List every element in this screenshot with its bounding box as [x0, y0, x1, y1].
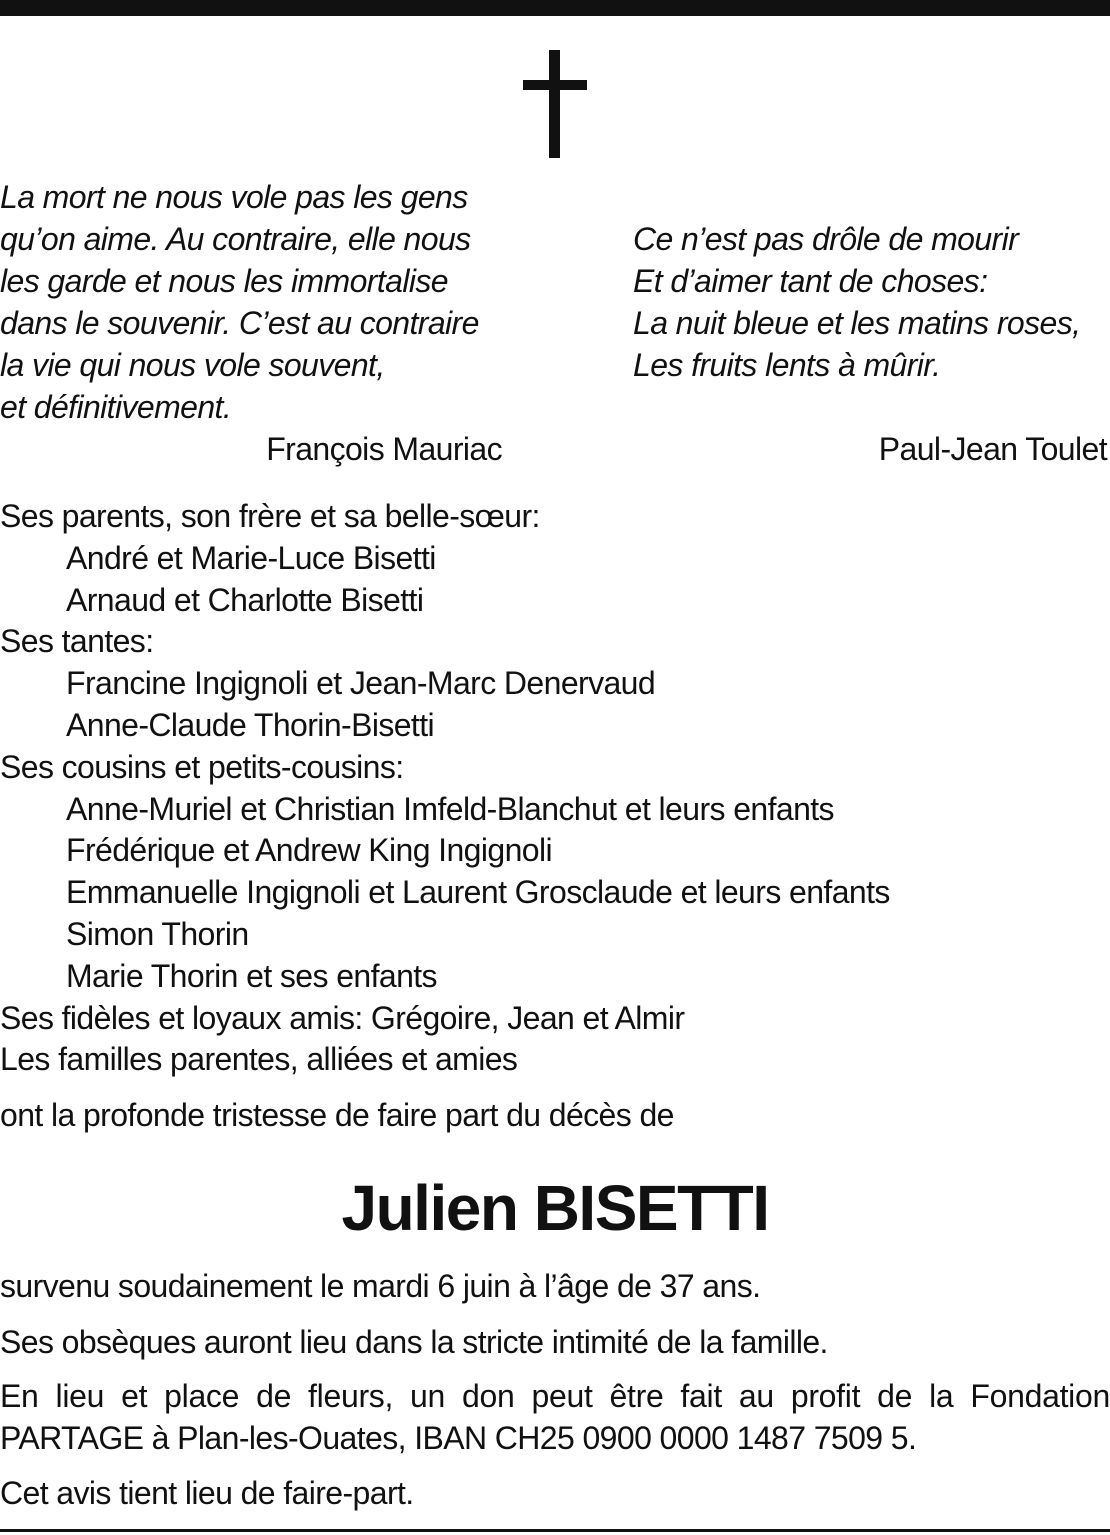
family-member: Emmanuelle Ingignoli et Laurent Grosclaude et leurs enfants	[66, 874, 890, 911]
quote-toulet	[633, 218, 1110, 386]
cross-icon	[523, 50, 587, 158]
family-member: Francine Ingignoli et Jean-Marc Denervaud	[66, 665, 656, 702]
circumstances-text	[0, 1265, 1110, 1307]
quote-line: et définitivement.	[0, 389, 232, 425]
family-member: André et Marie-Luce Bisetti	[66, 539, 436, 576]
family-group-heading: Ses parents, son frère et sa belle-sœur:	[0, 498, 540, 534]
quote-line: les garde et nous les immortalise	[0, 263, 448, 299]
funeral-line: Ses obsèques auront lieu dans la stricte intimité de la famille.	[0, 1324, 828, 1360]
friends-line: Ses fidèles et loyaux amis: Grégoire, Jean et Almir	[0, 999, 685, 1036]
quote-author-mauriac: François Mauriac	[266, 431, 502, 467]
quote-line: La mort ne nous vole pas les gens	[0, 179, 468, 215]
top-border-rule	[0, 0, 1110, 16]
donation-text	[0, 1375, 1110, 1459]
family-member: Anne-Muriel et Christian Imfeld-Blanchut et leurs enfants	[66, 790, 834, 827]
quote-author-toulet: Paul-Jean Toulet	[878, 431, 1107, 467]
family-member: Arnaud et Charlotte Bisetti	[66, 581, 424, 618]
family-group-heading: Ses cousins et petits-cousins:	[0, 748, 404, 785]
circumstances-line: survenu soudainement le mardi 6 juin à l’âge de 37 ans.	[0, 1268, 761, 1304]
family-member: Simon Thorin	[66, 915, 249, 952]
bottom-border-rule	[0, 1529, 1110, 1532]
quote-line: dans le souvenir. C’est au contraire	[0, 305, 479, 341]
quote-line: Les fruits lents à mûrir.	[633, 347, 941, 383]
announcement-text: ont la profonde tristesse de faire part du décès de	[0, 1097, 674, 1133]
family-list	[0, 496, 1110, 1081]
family-member: Anne-Claude Thorin-Bisetti	[66, 706, 435, 743]
relatives-line: Les familles parentes, alliées et amies	[0, 1041, 518, 1078]
quote-mauriac	[0, 176, 520, 428]
funeral-text	[0, 1321, 1110, 1363]
family-group-heading: Ses tantes:	[0, 623, 154, 660]
donation-line: En lieu et place de fleurs, un don peut être fait au profit de la Fondation	[0, 1378, 1110, 1414]
deceased-name: Julien BISETTI	[341, 1172, 769, 1244]
quote-line: Ce n’est pas drôle de mourir	[633, 221, 1019, 257]
quote-line: La nuit bleue et les matins roses,	[633, 305, 1081, 341]
family-member: Marie Thorin et ses enfants	[66, 957, 437, 994]
notice-line: Cet avis tient lieu de faire-part.	[0, 1475, 414, 1511]
quote-line: qu’on aime. Au contraire, elle nous	[0, 221, 471, 257]
family-member: Frédérique et Andrew King Ingignoli	[66, 832, 552, 869]
donation-line: PARTAGE à Plan-les-Ouates, IBAN CH25 0900 0000 1487 7509 5.	[0, 1420, 917, 1456]
quote-line: Et d’aimer tant de choses:	[633, 263, 988, 299]
quote-line: la vie qui nous vole souvent,	[0, 347, 385, 383]
notice-text	[0, 1472, 1110, 1514]
